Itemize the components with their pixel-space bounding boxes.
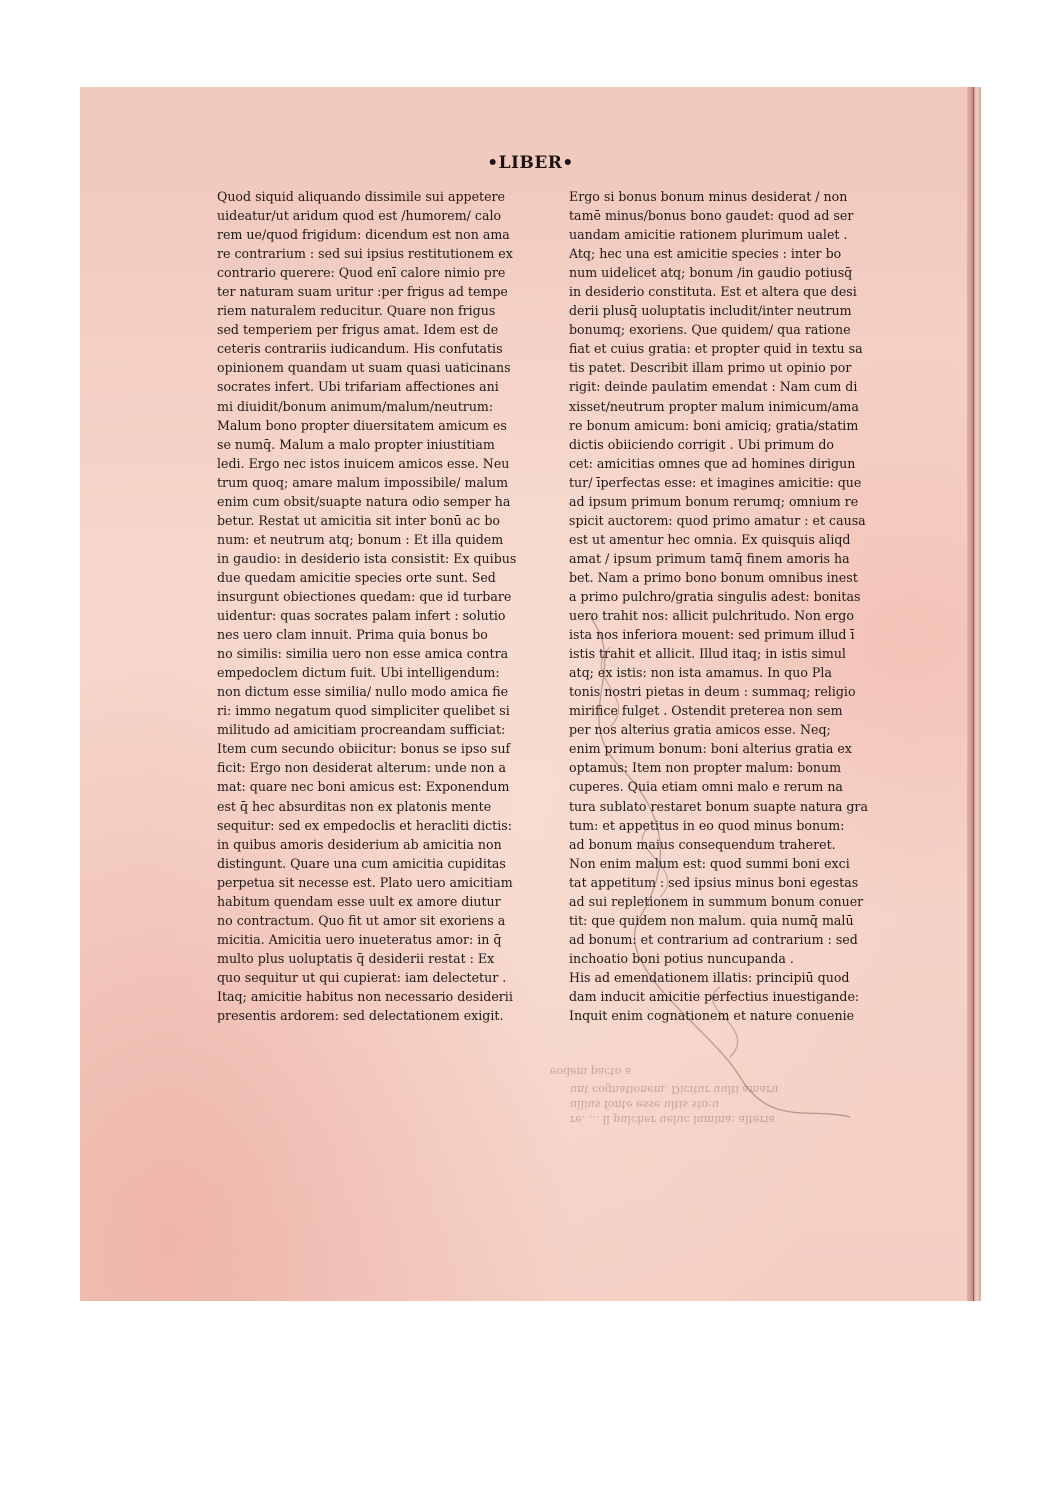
text-line: insurgunt obiectiones quedam: que id turbare <box>217 588 512 604</box>
text-line: mirifice fulget . Ostendit preterea non sem <box>569 703 843 719</box>
text-line: Quod siquid aliquando dissimile sui appetere <box>217 189 506 204</box>
text-line: opinionem quandam ut suam quasi uaticinans <box>217 360 511 376</box>
text-line: re bonum amicum: boni amiciq; gratia/statim <box>569 417 859 433</box>
text-line: tit: que quidem non malum. quia numq̄ malū <box>569 912 854 928</box>
text-line: distingunt. Quare una cum amicitia cupiditas <box>217 855 506 871</box>
text-line: nes uero clam innuit. Prima quia bonus bo <box>217 627 488 643</box>
text-line: sequitur: sed ex empedoclis et heracliti dictis: <box>217 817 512 833</box>
text-line: num: et neutrum atq; bonum : Et illa quidem <box>217 531 504 547</box>
text-line: ledi. Ergo nec istos inuicem amicos esse. Neu <box>217 455 510 471</box>
text-line: bonumq; exoriens. Que quidem/ qua ratione <box>569 322 851 338</box>
text-line: a primo pulchro/gratia singulis adest: bonitas <box>569 588 861 604</box>
text-line: ri: immo negatum quod simpliciter quelibet si <box>217 703 510 719</box>
text-line: tamē minus/bonus bono gaudet: quod ad ser <box>569 208 854 224</box>
text-line: Item cum secundo obiicitur: bonus se ipso suf <box>217 741 511 757</box>
text-line: tis patet. Describit illam primo ut opinio por <box>569 360 852 376</box>
text-line: perpetua sit necesse est. Plato uero amicitiam <box>217 874 513 890</box>
text-line: uero trahit nos: allicit pulchritudo. Non ergo <box>569 608 854 624</box>
text-line: per nos alterius gratia amicos esse. Neq; <box>569 722 831 738</box>
text-line: trum quoq; amare malum impossibile/ malum <box>217 474 509 490</box>
text-line: presentis ardorem: sed delectationem exigit. <box>217 1008 504 1024</box>
text-line: uandam amicitie rationem plurimum ualet . <box>569 227 848 243</box>
text-line: atq; ex istis: non ista amamus. In quo Pla <box>569 665 832 681</box>
text-line: no similis: similia uero non esse amica contra <box>217 646 509 662</box>
text-line: est ut amentur hec omnia. Ex quisquis aliqd <box>569 531 851 547</box>
text-line: ad ipsum primum bonum rerumq; omnium re <box>569 493 859 509</box>
left-column <box>217 187 539 1025</box>
show-through-line: re. ... ll pulcher ueluc lumina: alteria <box>570 1113 776 1126</box>
text-line: rem ue/quod frigidum: dicendum est non ama <box>217 227 510 243</box>
text-line: tur/ īperfectas esse: et imagines amicitie: que <box>569 474 862 490</box>
text-line: non dictum esse similia/ nullo modo amica fie <box>217 684 509 700</box>
text-line: uidentur: quas socrates palam infert : solutio <box>217 608 506 624</box>
text-line: tura sublato restaret bonum suapte natura gra <box>569 798 868 814</box>
text-line: Malum bono propter diuersitatem amicum es <box>217 417 507 433</box>
text-line: Atq; hec una est amicitie species : inter bo <box>569 246 842 262</box>
text-line: in desiderio constituta. Est et altera que desi <box>569 284 857 300</box>
text-line: in gaudio: in desiderio ista consistit: Ex quibus <box>217 550 517 566</box>
text-line: cet: amicitias omnes que ad homines dirigun <box>569 455 856 471</box>
text-line: istis trahit et allicit. Illud itaq; in istis simul <box>569 646 846 662</box>
show-through-line: ullius fonte esse ultis sto:u <box>570 1098 720 1111</box>
text-line: ad bonum: et contrarium ad contrarium : sed <box>569 931 858 947</box>
text-line: cuperes. Quia etiam omni malo e rerum na <box>569 779 843 795</box>
text-line: ficit: Ergo non desiderat alterum: unde non a <box>217 760 506 776</box>
text-line: dictis obiiciendo corrigit . Ubi primum do <box>569 436 835 452</box>
text-line: empedoclem dictum fuit. Ubi intelligendum: <box>217 665 500 681</box>
text-line: uideatur/ut aridum quod est /humorem/ calo <box>217 208 502 224</box>
text-line: no contractum. Quo fit ut amor sit exoriens a <box>217 912 506 928</box>
text-line: bet. Nam a primo bono bonum omnibus inest <box>569 569 858 585</box>
text-line: socrates infert. Ubi trifariam affectiones ani <box>217 379 499 395</box>
handwritten-signature <box>550 607 880 1127</box>
show-through-text: eodem pacto a <box>550 1065 632 1078</box>
text-line: contrario querere: Quod enī calore nimio pre <box>217 265 506 281</box>
text-line: fiat et cuius gratia: et propter quid in textu sa <box>569 341 863 357</box>
text-line: rigit: deinde paulatim emendat : Nam cum di <box>569 379 858 395</box>
text-line: inchoatio boni potius nuncupanda . <box>569 950 794 966</box>
text-line: optamus: Item non propter malum: bonum <box>569 760 842 776</box>
text-line: Non enim malum est: quod summi boni exci <box>569 855 850 871</box>
text-line: riem naturalem reducitur. Quare non frigus <box>217 303 496 319</box>
page-edge <box>967 87 981 1301</box>
text-line: amat / ipsum primum tamq̄ finem amoris ha <box>569 550 850 566</box>
text-line: His ad emendationem illatis: principiū quod <box>569 969 850 985</box>
text-line: due quedam amicitie species orte sunt. Sed <box>217 569 496 585</box>
text-line: micitia. Amicitia uero inueteratus amor: in q̄ <box>217 931 502 947</box>
running-head: •LIBER• <box>487 153 574 173</box>
text-line: quo sequitur ut qui cupierat: iam delectetur . <box>217 969 507 985</box>
text-line: num uidelicet atq; bonum /in gaudio potiusq̄ <box>569 265 853 281</box>
text-line: tum: et appetitus in eo quod minus bonum: <box>569 817 849 833</box>
text-line: spicit auctorem: quod primo amatur : et causa <box>569 512 866 528</box>
text-line: ad bonum maius consequendum traheret. <box>569 836 836 852</box>
text-line: tat appetitum : sed ipsius minus boni egestas <box>569 874 859 890</box>
text-line: re contrarium : sed sui ipsius restitutionem ex <box>217 246 513 262</box>
text-line: dam inducit amicitie perfectius inuestigande: <box>569 988 860 1004</box>
text-line: Inquit enim cognationem et nature conuenie <box>569 1008 855 1024</box>
text-line: sed temperiem per frigus amat. Idem est de <box>217 322 499 338</box>
text-line: multo plus uoluptatis q̄ desiderii restat : Ex <box>217 950 495 966</box>
text-line: Ergo si bonus bonum minus desiderat / non <box>569 189 848 204</box>
text-line: Itaq; amicitie habitus non necessario desiderii <box>217 988 513 1004</box>
text-line: tonis nostri pietas in deum : summaq; religio <box>569 684 856 700</box>
text-line: ter naturam suam uritur :per frigus ad tempe <box>217 284 508 300</box>
text-line: xisset/neutrum propter malum inimicum/ama <box>569 398 859 414</box>
text-line: habitum quendam esse uult ex amore diutur <box>217 893 501 909</box>
text-line: mat: quare nec boni amicus est: Exponendum <box>217 779 510 795</box>
text-line: enim cum obsit/suapte natura odio semper ha <box>217 493 511 509</box>
text-line: militudo ad amicitiam procreandam sufficiat: <box>217 722 506 738</box>
show-through-line: unt cognationem. Dicitur uulti amaru <box>570 1083 779 1096</box>
text-line: mi diuidit/bonum animum/malum/neutrum: <box>217 398 494 414</box>
text-line: derii plusq̄ uoluptatis includit/inter neutrum <box>569 303 852 319</box>
text-line: est q̄ hec absurditas non ex platonis mente <box>217 798 492 814</box>
text-line: in quibus amoris desiderium ab amicitia non <box>217 836 502 852</box>
text-line: enim primum bonum: boni alterius gratia ex <box>569 741 852 757</box>
text-line: se numq̄. Malum a malo propter iniustitiam <box>217 436 495 452</box>
book-page <box>80 87 981 1301</box>
text-line: ad sui repletionem in summum bonum conuer <box>569 893 864 909</box>
text-line: ista nos inferiora mouent: sed primum illud ī <box>569 627 855 643</box>
text-line: betur. Restat ut amicitia sit inter bonū ac bo <box>217 512 501 528</box>
text-line: ceteris contrariis iudicandum. His confutatis <box>217 341 503 357</box>
